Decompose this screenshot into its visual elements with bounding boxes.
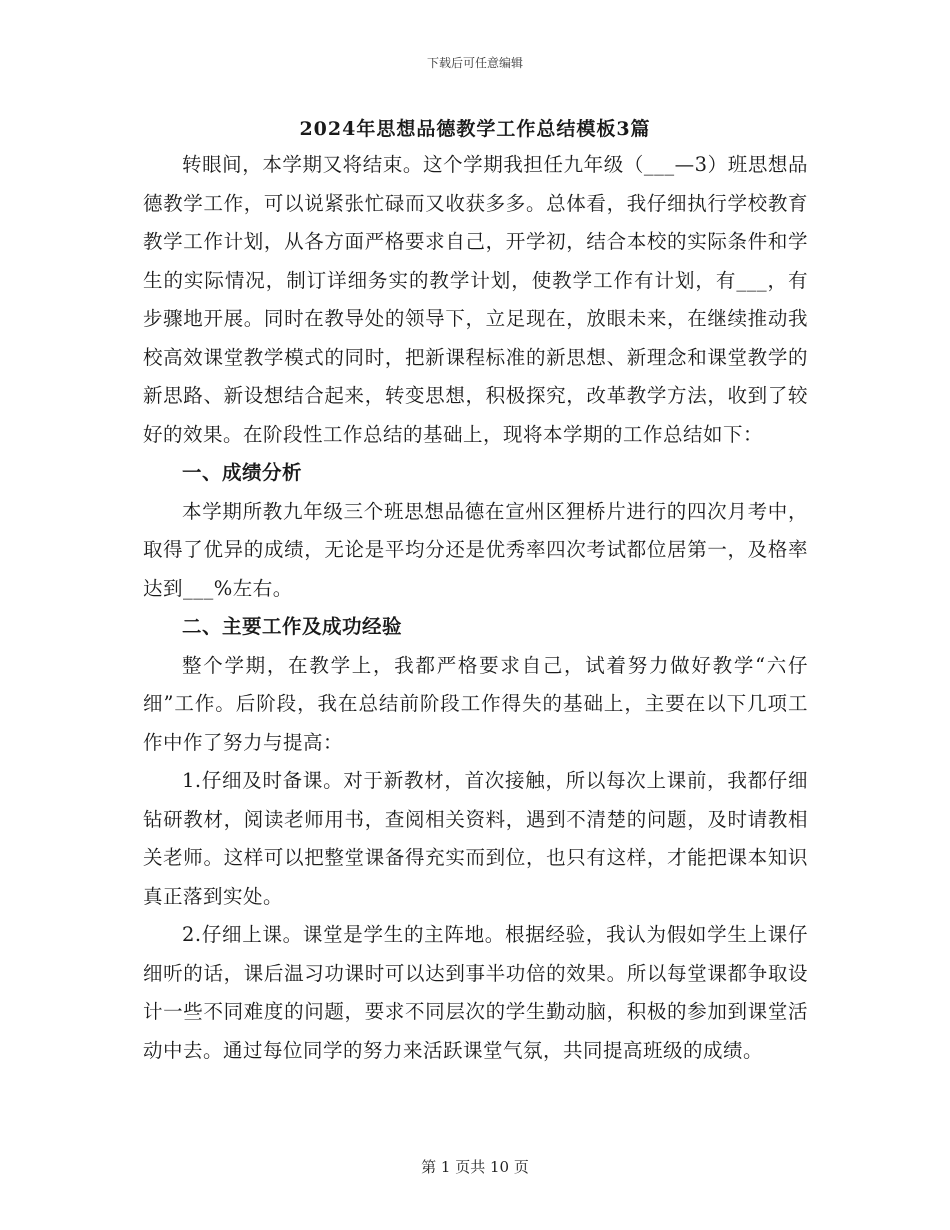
main-work-intro-paragraph: 整个学期，在教学上，我都严格要求自己，试着努力做好教学“六仔细”工作。后阶段，我在总结前阶段工作得失的基础上，主要在以下几项工作中作了努力与提高： bbox=[143, 653, 808, 754]
page-header-note: 下载后可任意编辑 bbox=[426, 56, 523, 70]
page-number-footer: 第 1 页共 10 页 bbox=[421, 1158, 529, 1176]
intro-paragraph: 转眼间，本学期又将结束。这个学期我担任九年级（___—3）班思想品德教学工作，可以说紧张忙碌而又收获多多。总体看，我仔细执行学校教育教学工作计划，从各方面严格要求自己，开学初，结合本校的实际条件和学生的实际情况，制订详细务实的教学计划，使教学工作有计划，有___，有步骤地开展。同时在教导处的领导下，立足现在，放眼未来，在继续推动我校高效课堂教学模式的同时，把新课程标准的新思想、新理念和课堂教学的新思路、新设想结合起来，转变思想，积极探究，改革教学方法，收到了较好的效果。在阶段性工作总结的基础上，现将本学期的工作总结如下： bbox=[143, 153, 808, 446]
list-item-class-teaching: 2.仔细上课。课堂是学生的主阵地。根据经验，我认为假如学生上课仔细听的话，课后温习功课时可以达到事半功倍的效果。所以每堂课都争取设计一些不同难度的问题，要求不同层次的学生勤动脑，积极的参加到课堂活动中去。通过每位同学的努力来活跃课堂气氛，共同提高班级的成绩。 bbox=[143, 923, 808, 1062]
score-analysis-paragraph: 本学期所教九年级三个班思想品德在宣州区狸桥片进行的四次月考中，取得了优异的成绩，无论是平均分还是优秀率四次考试都位居第一，及格率达到___%左右。 bbox=[143, 499, 808, 600]
document-body bbox=[143, 146, 808, 1070]
document-title: 2024年思想品德教学工作总结模板3篇 bbox=[299, 118, 651, 140]
list-item-lesson-prep: 1.仔细及时备课。对于新教材，首次接触，所以每次上课前，我都仔细钻研教材，阅读老师用书，查阅相关资料，遇到不清楚的问题，及时请教相关老师。这样可以把整堂课备得充实而到位，也只有这样，才能把课本知识真正落到实处。 bbox=[143, 769, 808, 908]
section-heading-score-analysis: 一、成绩分析 bbox=[182, 461, 303, 484]
section-heading-main-work: 二、主要工作及成功经验 bbox=[182, 615, 403, 638]
